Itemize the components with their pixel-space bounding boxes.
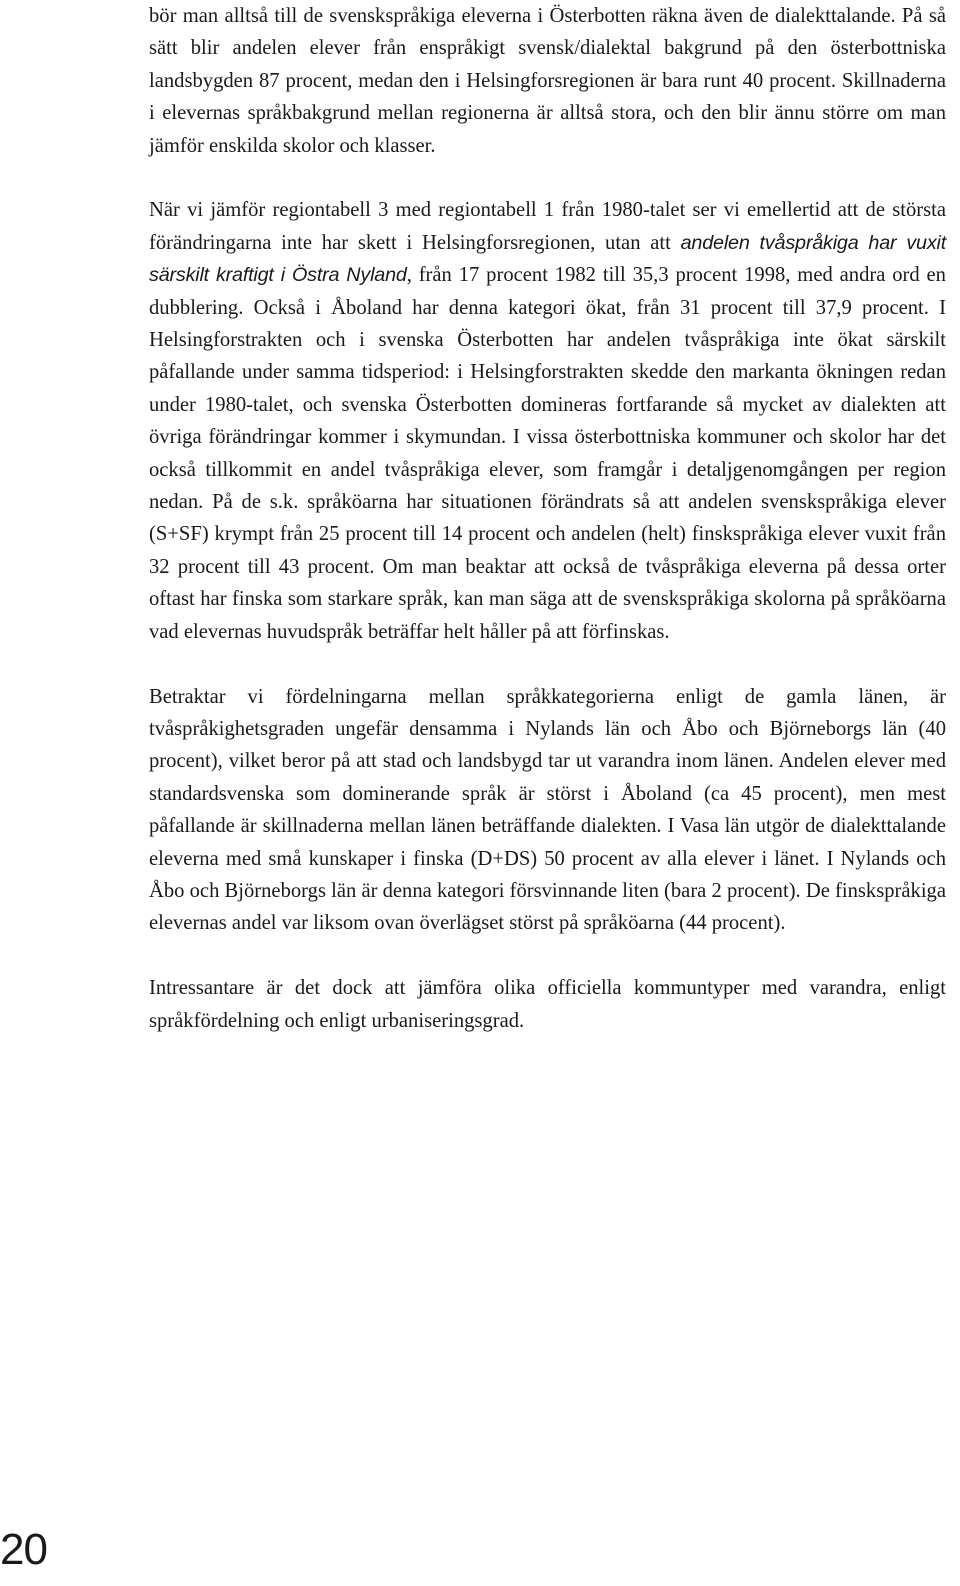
page-body bbox=[149, 0, 946, 1037]
paragraph-2-text-after: , från 17 procent 1982 till 35,3 procent 1998, med andra ord en dubblering. Också i Åboland har denna kategori ökat, från 31 procent till 37,9 procent. I Helsingforstrakten och i svenska Österbotten har andelen tvåspråkiga inte ökat särskilt påfallande under samma tidsperiod: i Helsingforstrakten skedde den markanta ökningen redan under 1980-talet, och svenska Österbotten domineras fortfarande så mycket av dialekten att övriga förändringar kommer i skymundan. I vissa österbottniska kommuner och skolor har det också tillkommit en andel tvåspråkiga elever, som framgår i detaljgenomgången per region nedan. På de s.k. språköarna har situationen förändrats så att andelen svenskspråkiga elever (S+SF) krympt från 25 procent till 14 procent och andelen (helt) finskspråkiga elever vuxit från 32 procent till 43 procent. Om man beaktar att också de tvåspråkiga eleverna på dessa orter oftast har finska som starkare språk, kan man säga att de svenskspråkiga skolorna på språköarna vad elevernas huvudspråk beträffar helt håller på att förfinskas. bbox=[149, 264, 946, 643]
paragraph-3: Betraktar vi fördelningarna mellan språkkategorierna enligt de gamla länen, är tvåspråkighetsgraden ungefär densamma i Nylands län och Åbo och Björneborgs län (40 procent), vilket beror på att stad och landsbygd tar ut varandra inom länen. Andelen elever med standardsvenska som dominerande språk är störst i Åboland (ca 45 procent), men mest påfallande är skillnaderna mellan länen beträffande dialekten. I Vasa län utgör de dialekttalande eleverna med små kunskaper i finska (D+DS) 50 procent av alla elever i länet. I Nylands och Åbo och Björneborgs län är denna kategori försvinnande liten (bara 2 procent). De finskspråkiga elevernas andel var liksom ovan överlägset störst på språköarna (44 procent). bbox=[149, 685, 946, 935]
paragraph-2-emphasis: andelen tvåspråkiga har vuxit särskilt kraftigt i Östra Nyland bbox=[149, 231, 946, 287]
paragraph-4: Intressantare är det dock att jämföra olika officiella kommuntyper med varandra, enligt språkfördelning och enligt urbaniseringsgrad. bbox=[149, 977, 946, 1032]
paragraph-2 bbox=[149, 194, 946, 648]
paragraph-1: bör man alltså till de svenskspråkiga eleverna i Österbotten räkna även de dialekttalande. På så sätt blir andelen elever från enspråkigt svensk/dialektal bakgrund på den österbottniska landsbygden 87 procent, medan den i Helsingforsregionen är bara runt 40 procent. Skillnaderna i elevernas språkbakgrund mellan regionerna är alltså stora, och den blir ännu större om man jämför enskilda skolor och klasser. bbox=[149, 5, 946, 157]
page-number: 20 bbox=[0, 1525, 47, 1574]
paragraph-2-text-before: När vi jämför regiontabell 3 med regiontabell 1 från 1980-talet ser vi emellertid att de största förändringarna inte har skett i Helsingforsregionen, utan att bbox=[149, 199, 946, 254]
